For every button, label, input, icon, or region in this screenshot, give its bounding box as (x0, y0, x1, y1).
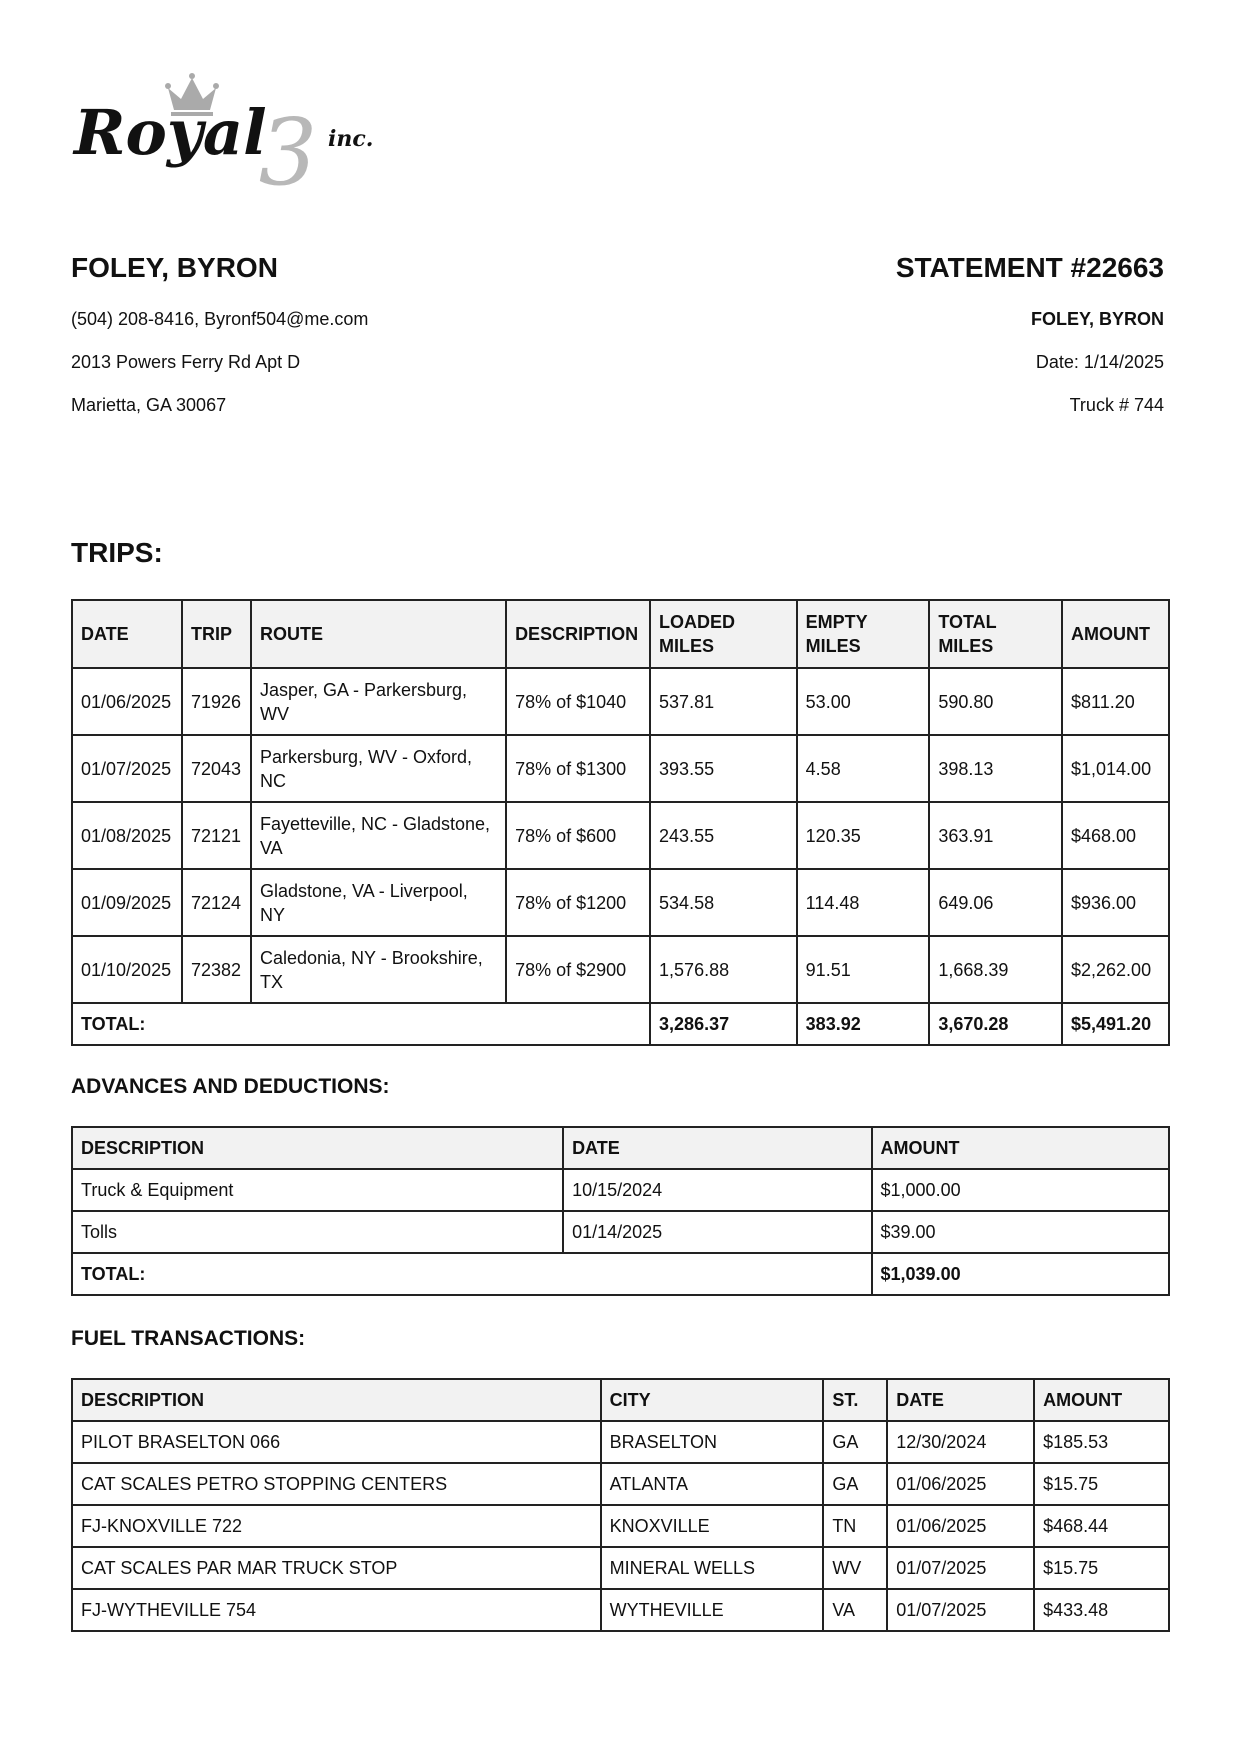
trip-total-miles: 590.80 (929, 668, 1062, 735)
svg-text:inc.: inc. (328, 126, 374, 152)
table-row (72, 936, 1169, 1003)
col-trip: TRIP (182, 600, 251, 668)
fuel-state: VA (823, 1589, 887, 1631)
company-logo (70, 72, 390, 192)
driver-address-line2: Marietta, GA 30067 (71, 395, 227, 415)
fuel-city: BRASELTON (601, 1421, 824, 1463)
trip-number: 72124 (182, 869, 251, 936)
table-row (72, 869, 1169, 936)
trip-route: Gladstone, VA - Liverpool, NY (251, 869, 506, 936)
trip-total-miles: 363.91 (929, 802, 1062, 869)
fuel-amount: $433.48 (1034, 1589, 1169, 1631)
trip-route: Jasper, GA - Parkersburg, WV (251, 668, 506, 735)
fuel-date: 01/07/2025 (887, 1547, 1034, 1589)
advance-date: 10/15/2024 (563, 1169, 871, 1211)
trip-date: 01/08/2025 (72, 802, 182, 869)
trip-total-miles: 1,668.39 (929, 936, 1062, 1003)
driver-info (71, 252, 591, 415)
col-loaded-miles: LOADED MILES (650, 600, 797, 668)
trip-number: 72043 (182, 735, 251, 802)
col-description: DESCRIPTION (72, 1379, 601, 1421)
fuel-date: 01/07/2025 (887, 1589, 1034, 1631)
advance-amount: $39.00 (872, 1211, 1169, 1253)
trip-description: 78% of $600 (506, 802, 650, 869)
table-header-row (72, 1379, 1169, 1421)
statement-info (644, 252, 1164, 415)
fuel-state: GA (823, 1463, 887, 1505)
trip-total-miles: 649.06 (929, 869, 1062, 936)
advances-title: ADVANCES AND DEDUCTIONS: (71, 1075, 390, 1098)
table-row (72, 802, 1169, 869)
col-amount: AMOUNT (1034, 1379, 1169, 1421)
trip-amount: $936.00 (1062, 869, 1169, 936)
statement-date: Date: 1/14/2025 (1035, 352, 1164, 372)
table-row (72, 1505, 1169, 1547)
statement-name: FOLEY, BYRON (1030, 309, 1164, 329)
fuel-city: MINERAL WELLS (601, 1547, 824, 1589)
table-row (72, 668, 1169, 735)
trip-empty-miles: 91.51 (797, 936, 930, 1003)
col-empty-miles: EMPTY MILES (797, 600, 930, 668)
table-row (72, 1421, 1169, 1463)
fuel-title: FUEL TRANSACTIONS: (71, 1327, 306, 1350)
advances-table (71, 1126, 1170, 1296)
advance-description: Truck & Equipment (72, 1169, 563, 1211)
trips-title: TRIPS: (71, 537, 163, 568)
table-row (72, 1211, 1169, 1253)
trip-empty-miles: 120.35 (797, 802, 930, 869)
trip-number: 71926 (182, 668, 251, 735)
driver-name: FOLEY, BYRON (71, 252, 278, 283)
trip-description: 78% of $1040 (506, 668, 650, 735)
trip-route: Caledonia, NY - Brookshire, TX (251, 936, 506, 1003)
total-amount: $1,039.00 (872, 1253, 1169, 1295)
fuel-date: 01/06/2025 (887, 1505, 1034, 1547)
trip-number: 72382 (182, 936, 251, 1003)
col-amount: AMOUNT (1062, 600, 1169, 668)
total-label: TOTAL: (72, 1253, 872, 1295)
trip-loaded-miles: 1,576.88 (650, 936, 797, 1003)
fuel-city: WYTHEVILLE (601, 1589, 824, 1631)
col-total-miles: TOTAL MILES (929, 600, 1062, 668)
fuel-amount: $15.75 (1034, 1463, 1169, 1505)
fuel-city: KNOXVILLE (601, 1505, 824, 1547)
fuel-description: FJ-WYTHEVILLE 754 (72, 1589, 601, 1631)
trip-loaded-miles: 393.55 (650, 735, 797, 802)
fuel-state: GA (823, 1421, 887, 1463)
fuel-state: WV (823, 1547, 887, 1589)
col-date: DATE (563, 1127, 871, 1169)
col-city: CITY (601, 1379, 824, 1421)
fuel-amount: $468.44 (1034, 1505, 1169, 1547)
fuel-description: CAT SCALES PETRO STOPPING CENTERS (72, 1463, 601, 1505)
advance-amount: $1,000.00 (872, 1169, 1169, 1211)
fuel-date: 01/06/2025 (887, 1463, 1034, 1505)
fuel-date: 12/30/2024 (887, 1421, 1034, 1463)
trip-date: 01/07/2025 (72, 735, 182, 802)
trips-total-row (72, 1003, 1169, 1045)
col-date: DATE (887, 1379, 1034, 1421)
trips-table (71, 599, 1170, 1046)
trip-loaded-miles: 537.81 (650, 668, 797, 735)
table-header-row (72, 600, 1169, 668)
col-amount: AMOUNT (872, 1127, 1169, 1169)
trip-description: 78% of $2900 (506, 936, 650, 1003)
statement-title: STATEMENT #22663 (895, 252, 1164, 283)
svg-text:Royal: Royal (74, 96, 267, 169)
table-row (72, 735, 1169, 802)
table-row (72, 1169, 1169, 1211)
total-loaded-miles: 3,286.37 (650, 1003, 797, 1045)
total-total-miles: 3,670.28 (929, 1003, 1062, 1045)
table-row (72, 1589, 1169, 1631)
trip-number: 72121 (182, 802, 251, 869)
trip-loaded-miles: 534.58 (650, 869, 797, 936)
advance-description: Tolls (72, 1211, 563, 1253)
col-description: DESCRIPTION (72, 1127, 563, 1169)
trip-date: 01/09/2025 (72, 869, 182, 936)
fuel-description: PILOT BRASELTON 066 (72, 1421, 601, 1463)
trip-date: 01/06/2025 (72, 668, 182, 735)
fuel-description: FJ-KNOXVILLE 722 (72, 1505, 601, 1547)
trip-amount: $2,262.00 (1062, 936, 1169, 1003)
trip-amount: $811.20 (1062, 668, 1169, 735)
truck-number: Truck # 744 (1069, 395, 1164, 415)
trip-total-miles: 398.13 (929, 735, 1062, 802)
svg-text:3: 3 (258, 99, 318, 192)
col-route: ROUTE (251, 600, 506, 668)
fuel-description: CAT SCALES PAR MAR TRUCK STOP (72, 1547, 601, 1589)
trip-empty-miles: 53.00 (797, 668, 930, 735)
fuel-city: ATLANTA (601, 1463, 824, 1505)
trip-route: Parkersburg, WV - Oxford, NC (251, 735, 506, 802)
trip-empty-miles: 4.58 (797, 735, 930, 802)
fuel-amount: $185.53 (1034, 1421, 1169, 1463)
table-row (72, 1463, 1169, 1505)
col-date: DATE (72, 600, 182, 668)
total-amount: $5,491.20 (1062, 1003, 1169, 1045)
table-row (72, 1547, 1169, 1589)
driver-contact: (504) 208-8416, Byronf504@me.com (71, 309, 369, 329)
table-header-row (72, 1127, 1169, 1169)
total-empty-miles: 383.92 (797, 1003, 930, 1045)
advances-total-row (72, 1253, 1169, 1295)
col-state: ST. (823, 1379, 887, 1421)
driver-address-line1: 2013 Powers Ferry Rd Apt D (71, 352, 301, 372)
trip-route: Fayetteville, NC - Gladstone, VA (251, 802, 506, 869)
trip-amount: $1,014.00 (1062, 735, 1169, 802)
trip-loaded-miles: 243.55 (650, 802, 797, 869)
fuel-state: TN (823, 1505, 887, 1547)
trip-date: 01/10/2025 (72, 936, 182, 1003)
total-label: TOTAL: (72, 1003, 650, 1045)
trip-description: 78% of $1200 (506, 869, 650, 936)
trip-description: 78% of $1300 (506, 735, 650, 802)
trip-amount: $468.00 (1062, 802, 1169, 869)
fuel-table (71, 1378, 1170, 1632)
trip-empty-miles: 114.48 (797, 869, 930, 936)
col-description: DESCRIPTION (506, 600, 650, 668)
advance-date: 01/14/2025 (563, 1211, 871, 1253)
fuel-amount: $15.75 (1034, 1547, 1169, 1589)
